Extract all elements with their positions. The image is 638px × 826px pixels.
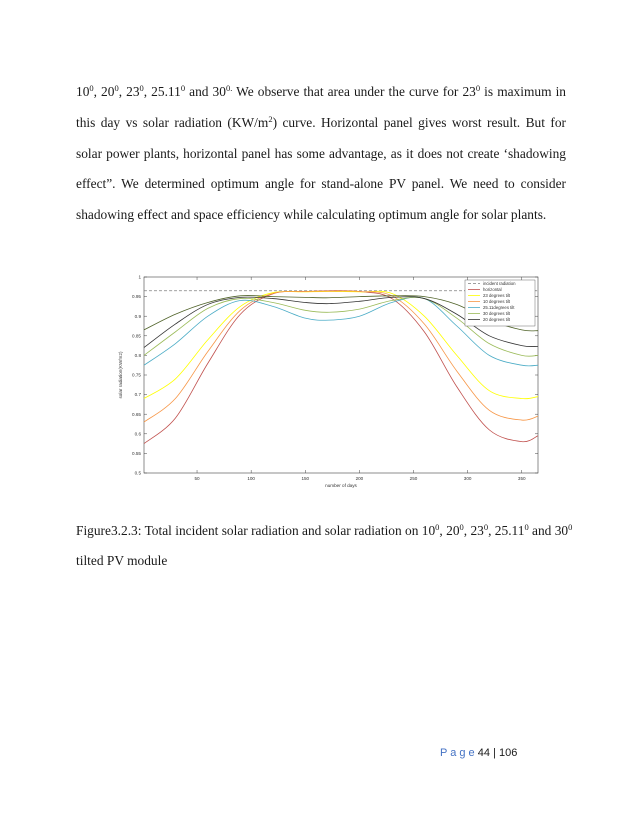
superscript: 0 xyxy=(483,522,489,533)
legend-label: incident radiation xyxy=(483,281,516,286)
y-tick-label: 0.6 xyxy=(134,431,141,437)
text-run: is maximum in this day vs solar radiation (KW/m xyxy=(76,84,566,130)
text-run: 10 xyxy=(76,84,90,100)
text-run: , 25.11 xyxy=(143,84,181,100)
legend-label: 25.11degrees tilt xyxy=(483,305,515,310)
y-axis-label: solar radiation(KW/m2) xyxy=(118,351,123,399)
text-run: , 20 xyxy=(93,84,115,100)
superscript: 0. xyxy=(225,83,233,94)
text-run: , 20 xyxy=(439,523,460,539)
x-tick-label: 200 xyxy=(355,476,364,481)
y-tick-label: 0.5 xyxy=(134,470,141,476)
figure-chart xyxy=(76,265,566,493)
legend-label: 20 degrees tilt xyxy=(483,317,510,322)
y-tick-label: 0.65 xyxy=(132,411,141,417)
text-run: and 30 xyxy=(185,84,226,100)
superscript: 0 xyxy=(459,522,464,533)
x-tick-label: 300 xyxy=(463,476,472,481)
superscript: 0 xyxy=(89,83,94,94)
y-tick-label: 0.8 xyxy=(134,353,141,358)
legend-label: horizontal xyxy=(483,287,502,292)
superscript: 0 xyxy=(139,83,144,94)
text-run: and 30 xyxy=(528,523,569,539)
body-paragraph xyxy=(76,77,566,230)
superscript: 0 xyxy=(524,522,529,533)
text-run: We observe that area under the curve for 23 xyxy=(232,84,476,100)
page-word: P a g e xyxy=(440,747,475,759)
y-tick-label: 0.7 xyxy=(134,392,141,398)
y-tick-label: 0.75 xyxy=(132,372,141,378)
y-tick-label: 0.85 xyxy=(132,333,141,339)
y-tick-label: 1 xyxy=(138,274,141,280)
text-run: ) curve. Horizontal panel gives worst result. But for solar power plants, horizontal panel has some advantage, as it does not create ‘shadowing effect”. We determined optimum angle for stand-alone PV panel. We need to consider shadowing effect and space efficiency while calculating optimum angle for solar plants. xyxy=(76,114,566,222)
x-tick-label: 350 xyxy=(517,476,526,481)
text-run: tilted PV module xyxy=(76,553,168,569)
page-total: 106 xyxy=(498,747,518,759)
superscript: 2 xyxy=(268,113,273,124)
x-tick-label: 250 xyxy=(409,476,418,481)
superscript: 0 xyxy=(475,83,481,94)
x-axis-label: number of days xyxy=(325,483,357,488)
page-current: 44 xyxy=(477,747,490,759)
x-tick-label: 150 xyxy=(301,476,310,481)
x-tick-label: 100 xyxy=(247,476,255,481)
text-run: , 23 xyxy=(463,523,484,539)
superscript: 0 xyxy=(114,83,119,94)
y-tick-label: 0.95 xyxy=(132,294,141,300)
legend-label: 30 degrees tilt xyxy=(483,311,510,316)
legend-label: 23 degrees tilt xyxy=(483,293,510,298)
y-tick-label: 0.55 xyxy=(132,451,141,456)
page-footer xyxy=(440,747,580,759)
page-separator: | xyxy=(493,747,496,759)
superscript: 0 xyxy=(435,522,440,533)
solar-radiation-chart xyxy=(76,265,566,493)
x-tick-label: 50 xyxy=(194,476,200,481)
y-tick-label: 0.9 xyxy=(134,313,141,319)
text-run: Figure3.2.3: Total incident solar radiation and solar radiation on 10 xyxy=(76,523,436,539)
legend-label: 10 degrees tilt xyxy=(483,299,510,304)
text-run: , 25.11 xyxy=(488,523,525,539)
superscript: 0 xyxy=(568,522,573,533)
text-run: , 23 xyxy=(118,84,140,100)
figure-caption xyxy=(76,516,576,576)
superscript: 0 xyxy=(180,83,186,94)
